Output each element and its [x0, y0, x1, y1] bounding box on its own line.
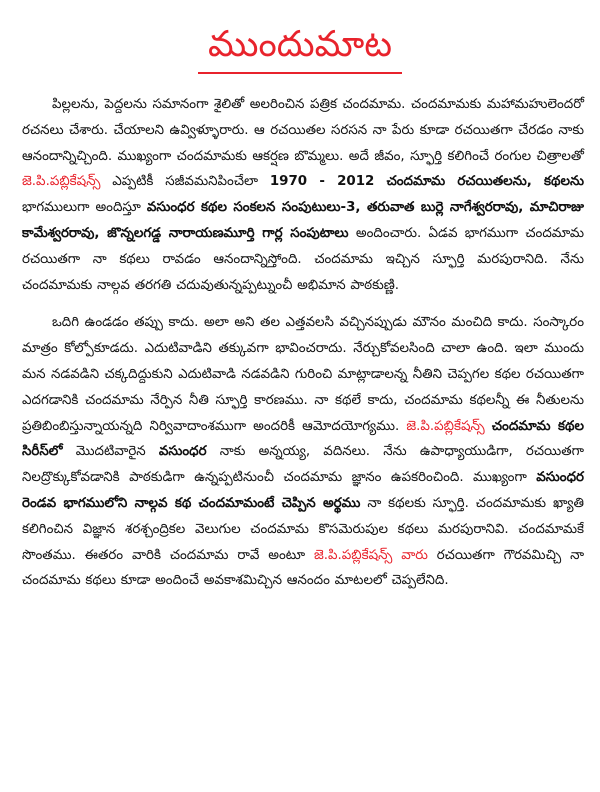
text-segment: ఎప్పటికీ సజీవమనిపించేలా — [100, 174, 270, 190]
bold-segment: వసుంధర — [158, 444, 207, 460]
paragraph-2 — [22, 310, 584, 594]
bold-segment: వసుంధర రెండవ భాగములోని నాల్గవ కథ చందమామంటే చెప్పిన అర్థము — [22, 470, 584, 511]
preface-body — [22, 92, 584, 594]
bold-segment: వసుంధర కథల సంకలన సంపుటులు-3, తరువాత బుర్లె నాగేశ్వరరావు, మాచిరాజు కామేశ్వరరావు, జొన్నలగడ్డ నారాయణమూర్తి గార్ల సంపుటాలు — [22, 200, 584, 241]
text-segment: పిల్లలను, పెద్దలను సమానంగా శైలితో అలరించిన పత్రిక చందమామ. చందమామకు మహామహులెందరో రచనలు చేశారు. చేయాలని ఉవ్విళ్ళూరారు. ఆ రచయితల సరసన నా పేరు కూడా రచయితగా చేరడం నాకు ఆనందాన్నిచ్చింది. ముఖ్యంగా చందమామకు ఆకర్షణ బొమ్మలు. అదే జీవం, స్ఫూర్తి కలిగించే రంగుల చిత్రాలతో — [22, 97, 584, 164]
publisher-name-highlight: జె.పి.పబ్లికేషన్స్ — [406, 418, 485, 434]
page-title: ముందుమాట — [198, 22, 402, 74]
text-segment: మొదటివారైన — [62, 444, 159, 460]
paragraph-1 — [22, 92, 584, 298]
text-segment: అందించారు. ఏడవ భాగముగా చందమామ రచయితగా నా కథలు రావడం ఆనందాన్నిస్తోంది. చందమామ ఇచ్చిన స్ఫూర్తి మరపురానిది. నేను చందమామకు నాల్గవ తరగతి చదువుతున్నప్పట్నుంచీ అభిమాన పాఠకుణ్ణి. — [22, 225, 584, 293]
text-segment: ఒదిగి ఉండడం తప్పు కాదు. అలా అని తల ఎత్తవలసి వచ్చినప్పుడు మౌనం మంచిది కాదు. సంస్కారం మాత్రం కోల్పోకూడదు. ఎదుటివాడిని తక్కువగా భావించరాదు. నేర్చుకోవలసింది చాలా ఉంది. ఇలా ముందు మన నడవడిని చక్కదిద్దుకుని ఎదుటివాడి నడవడిని గురించి మాట్లాడాలన్న నీతిని చెప్పగల కథల రచయితగా ఎదగడానికి చందమామ నేర్పిన నీతి స్ఫూర్తి కారణము. నా కథలే కాదు, చందమామ కథలన్నీ ఈ నీతులను ప్రతిబింబిస్తున్నాయన్నది నిర్వివాదాంశముగా అందరికీ ఆమోదయోగ్యము. — [22, 315, 584, 434]
text-segment: నాకు అన్నయ్య, వదినలు. నేను ఉపాధ్యాయుడిగా, రచయితగా నిలద్రొక్కుకోవడానికి పాఠకుడిగా ఉన్నప్పటినుంచీ చందమామ జ్ఞానం ఉపకరించింది. ముఖ్యంగా — [22, 444, 584, 486]
bold-segment: 1970 - 2012 చందమామ రచయితలను, కథలను — [269, 174, 584, 190]
text-segment: నా కథలకు స్ఫూర్తి. చందమామకు ఖ్యాతి కలిగించిన విజ్ఞాన శరశ్చంద్రికల వెలుగుల చందమామ కొసమెరుపుల కథలు మరపురానివి. చందమామకే సొంతము. ఈతరం వారికి చందమామ రావే అంటూ — [22, 495, 584, 563]
text-segment: భాగములుగా అందిస్తూ — [22, 200, 147, 216]
text-segment: రచయితగా గౌరవమిచ్చి నా చందమామ కథలు కూడా అందించే అవకాశమిచ్చిన ఆనందం మాటలలో చెప్పలేనిది. — [22, 547, 584, 589]
publisher-name-highlight: జె.పి.పబ్లికేషన్స్ — [22, 174, 101, 190]
text-segment — [485, 419, 492, 434]
bold-segment: చందమామ కథల సిరీస్‌లో — [22, 418, 584, 460]
publisher-name-highlight: జె.పి.పబ్లికేషన్స్ వారు — [313, 547, 428, 563]
title-area — [0, 22, 600, 74]
